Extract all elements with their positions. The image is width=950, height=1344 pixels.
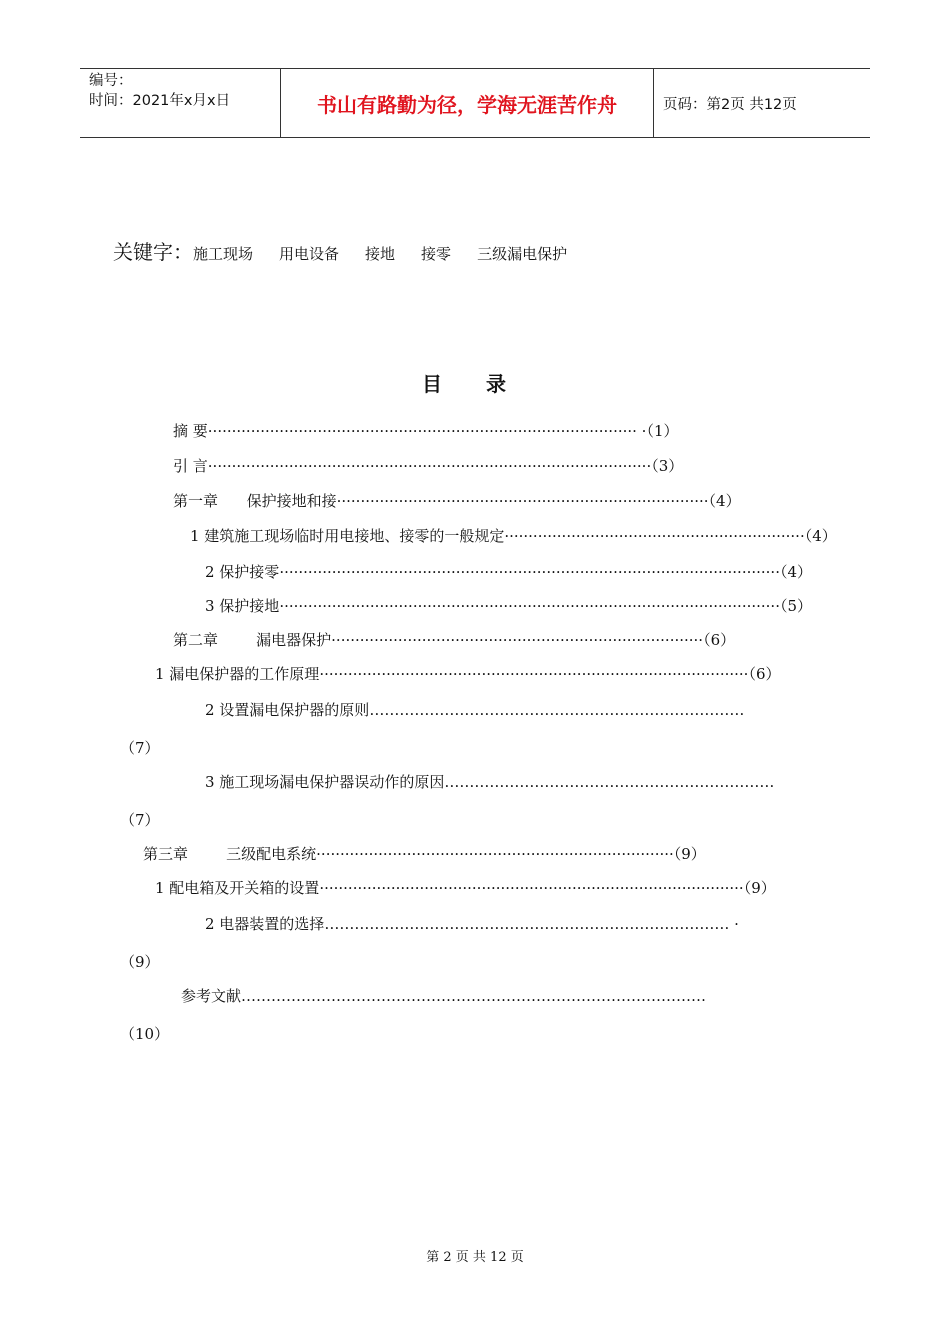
keywords-label: 关键字： [113,240,193,264]
toc-entry-text: 第一章 保护接地和接 [173,492,337,510]
page-header [80,68,870,138]
toc-entry-page: （4） [708,492,741,510]
toc-leader-dots: ………………………………………………………………………………… [241,987,707,1005]
keyword-item: 接地 [365,245,396,263]
toc-entry-page: （9） [673,845,706,863]
toc-entry-page: （1） [646,422,679,440]
toc-entry-3-2-page [120,952,160,972]
toc-entry-chapter-2[interactable] [173,630,735,650]
toc-entry-3-1[interactable] [155,878,776,898]
toc-entry-page: （6） [703,631,736,649]
toc-entry-text: 引 言 [173,457,208,475]
toc-entry-references-page [120,1024,169,1044]
toc-entry-text: 2 设置漏电保护器的原则 [205,701,370,719]
toc-entry-abstract[interactable] [173,421,833,441]
toc-leader-dots: ………………………………………………………… [444,773,775,791]
keyword-item: 接零 [421,245,452,263]
toc-leader-dots: ······························································· [504,527,805,545]
toc-leader-dots: ……………………………………………………………………… · [324,915,739,933]
toc-entry-text: 1 配电箱及开关箱的设置 [155,879,320,897]
keyword-item: 施工现场 [193,245,254,263]
document-time: 时间：2021年x月x日 [89,93,231,109]
toc-leader-dots: ········································································································· [279,597,780,615]
toc-entry-2-3-page [120,810,160,830]
keywords-line [113,236,593,265]
header-motto: 书山有路勤为径，学海无涯苦作舟 [281,69,654,137]
toc-entry-chapter-3[interactable] [143,844,706,864]
document-number-label: 编号： [89,73,133,89]
toc-leader-dots: ························································································· [319,879,744,897]
toc-entry-page: （5） [779,597,813,615]
toc-entry-2-3[interactable] [205,772,774,792]
toc-leader-dots: ·············································································· [336,492,709,510]
toc-entry-intro[interactable] [173,456,683,476]
toc-entry-chapter-1[interactable] [173,491,741,511]
header-page-info: 页码：第2页 共12页 [663,96,797,113]
toc-leader-dots: ·························································································· [319,665,749,683]
toc-title: 目录 [422,372,550,396]
toc-entry-page: （4） [779,563,813,581]
page-footer: 第 2 页 共 12 页 [426,1250,524,1265]
toc-leader-dots: ··········································································· [316,845,674,863]
toc-entry-references[interactable] [181,986,706,1006]
toc-entry-1-3[interactable] [205,596,812,616]
toc-entry-text: 1 建筑施工现场临时用电接地、接零的一般规定 [190,527,505,545]
toc-entry-1-1[interactable] [190,526,837,546]
toc-entry-page: （6） [748,665,781,683]
toc-entry-3-2[interactable] [205,914,739,934]
toc-entry-2-2-page [120,738,160,758]
toc-entry-text: 2 保护接零 [205,563,280,581]
toc-entry-text: 第三章 三级配电系统 [143,845,317,863]
toc-entry-page: （9） [120,953,160,971]
toc-leader-dots: ·························································································· · [207,422,647,440]
keyword-item: 三级漏电保护 [477,245,568,263]
toc-entry-page: （7） [120,811,160,829]
toc-entry-text: 3 保护接地 [205,597,280,615]
toc-leader-dots: ········································································································· [279,563,780,581]
toc-leader-dots: ·············································································· [331,631,704,649]
toc-entry-text: 第二章 漏电器保护 [173,631,332,649]
toc-entry-text: 1 漏电保护器的工作原理 [155,665,320,683]
toc-entry-page: （10） [120,1025,170,1043]
toc-entry-page: （4） [804,527,837,545]
toc-entry-2-2[interactable] [205,700,744,720]
toc-entry-text: 2 电器装置的选择 [205,915,325,933]
toc-leader-dots: ····························································································· [207,457,652,475]
keyword-item: 用电设备 [279,245,340,263]
toc-entry-text: 摘 要 [173,422,208,440]
toc-entry-page: （3） [651,457,684,475]
header-meta [80,69,281,137]
toc-entry-2-1[interactable] [155,664,781,684]
toc-entry-text: 参考文献 [181,987,242,1005]
toc-entry-text: 3 施工现场漏电保护器误动作的原因 [205,773,445,791]
toc-entry-page: （7） [120,739,160,757]
toc-entry-page: （9） [743,879,776,897]
toc-leader-dots: ………………………………………………………………… [369,701,745,719]
toc-entry-1-2[interactable] [205,562,812,582]
